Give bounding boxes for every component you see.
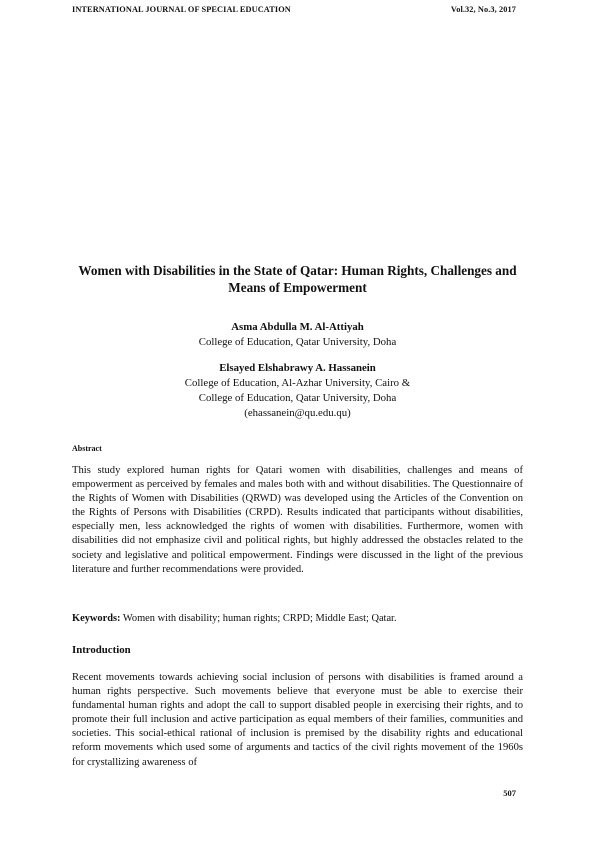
author-affiliation: College of Education, Qatar University, Doha — [198, 392, 397, 404]
abstract-text: This study explored human rights for Qatari women with disabilities, challenges and means of empowerment as perceived by females and males both with and without disabilities. The Questionnaire of the Rights of Women with Disabilities (QRWD) was developed using the Articles of the Convention on the Rights of Persons with Disabilities (CRPD). Results indicated that participants without disabilities, especially men, less acknowledged the rights of women with disabilities. Furthermore, women with disabilities did not emphasize civil and political rights, but highly addressed the obstacles related to the society and legislative and political empowerment. Findings were discussed in the light of the previous literature and further recommendations were provided. — [72, 465, 523, 575]
keywords-label: Keywords: — [72, 613, 121, 624]
running-header-volume: Vol.32, No.3, 2017 — [450, 5, 516, 14]
author-block-2 — [80, 361, 515, 421]
author-name: Elsayed Elshabrawy A. Hassanein — [219, 362, 376, 374]
author-email: (ehassanein@qu.edu.qu) — [244, 407, 351, 419]
abstract-heading: Abstract — [72, 444, 102, 453]
paper-title: Women with Disabilities in the State of Qatar: Human Rights, Challenges and Means of Empowerment — [78, 263, 517, 295]
author-block-1 — [80, 320, 515, 350]
running-header-journal: INTERNATIONAL JOURNAL OF SPECIAL EDUCATION — [72, 5, 291, 14]
author-affiliation: College of Education, Al-Azhar University, Cairo & — [184, 377, 411, 389]
introduction-text: Recent movements towards achieving social inclusion of persons with disabilities is framed around a human rights perspective. Such movements believe that everyone must be able to exercise their fundamental human rights and adopt the call to support disabled people in exercising their rights, and to promote their full inclusion and active participation as equal members of their families, communities and societies. This social-ethical rational of inclusion is premised by the disability rights and educational reform movements which used some of arguments and tactics of the civil rights movement of the 1960s for crystallizing awareness of — [72, 672, 523, 768]
author-affiliation: College of Education, Qatar University, Doha — [198, 336, 397, 348]
keywords-line — [72, 613, 523, 624]
author-name: Asma Abdulla M. Al-Attiyah — [231, 321, 364, 333]
section-heading-introduction: Introduction — [72, 644, 131, 656]
keywords-text: Women with disability; human rights; CRPD; Middle East; Qatar. — [122, 613, 397, 624]
page-number: 507 — [503, 788, 516, 798]
